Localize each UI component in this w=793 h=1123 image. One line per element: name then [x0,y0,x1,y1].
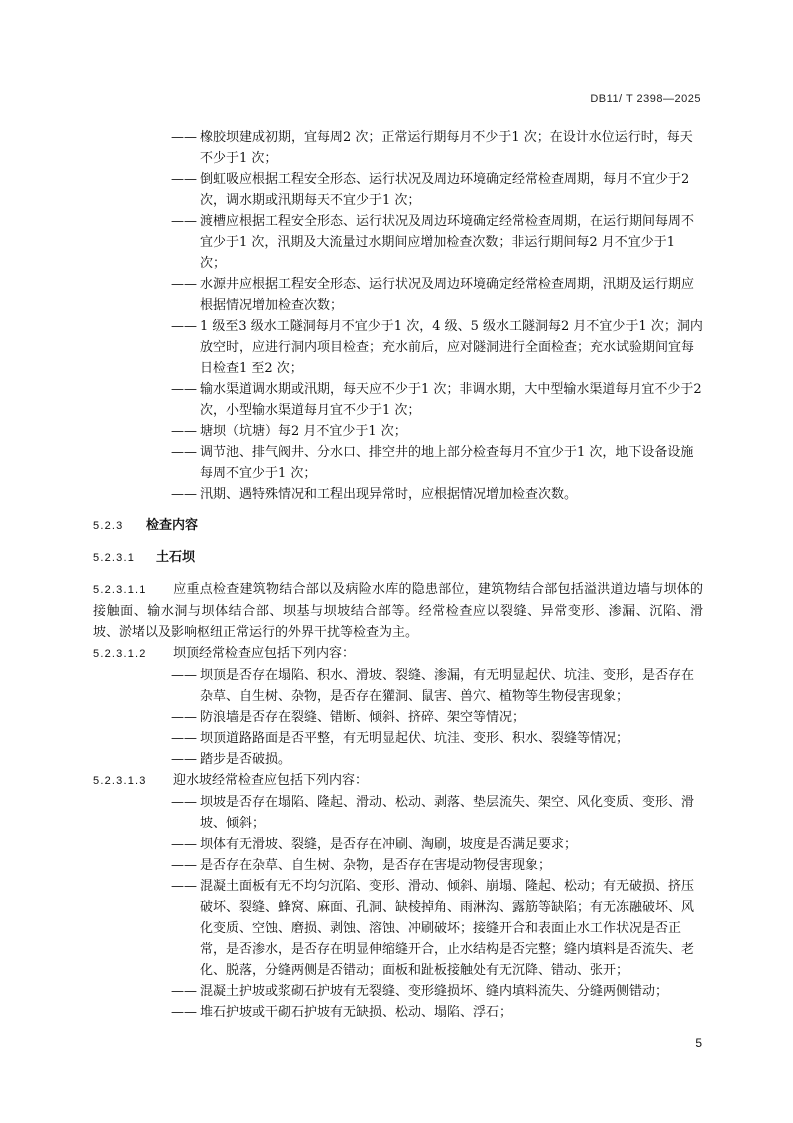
list-item: —— 防浪墙是否存在裂缝、错断、倾斜、挤碎、架空等情况； [93,707,703,728]
list-dash: —— [171,858,197,873]
clause-5-2-3-1-1 [93,579,703,643]
list-dash: —— [171,382,197,397]
list-dash: —— [171,879,197,894]
list-item: —— 调节池、排气阀井、分水口、排空井的地上部分检查每月不宜少于1 次，地下设备设施每周不宜少于1 次； [93,442,703,484]
list-dash: —— [171,668,197,683]
list-dash: —— [171,445,197,460]
clause-text: 应重点检查建筑物结合部以及病险水库的隐患部位，建筑物结合部包括溢洪道边墙与坝体的接触面、输水洞与坝体结合部、坝基与坝坡结合部等。经常检查应以裂缝、异常变形、渗漏、沉陷、滑坡、淤堵以及影响枢纽正常运行的外界干扰等检查为主。 [93,582,703,640]
list-dash: —— [171,1005,197,1020]
list-dash: —— [171,752,197,767]
list-dash: —— [171,837,197,852]
clause-5-2-3-1-3 [93,770,703,792]
list-item: —— 踏步是否破损。 [93,749,703,770]
crest-inspection-list [93,665,703,770]
section-heading-5-2-3-1 [93,547,703,569]
list-item: —— 堆石护坡或干砌石护坡有无缺损、松动、塌陷、浮石； [93,1002,703,1023]
list-item: —— 水源井应根据工程安全形态、运行状况及周边环境确定经常检查周期，汛期及运行期应根据情况增加检查次数； [93,274,703,316]
list-item: —— 坝顶是否存在塌陷、积水、滑坡、裂缝、渗漏，有无明显起伏、坑洼、变形，是否存在杂草、自生树、杂物，是否存在獾洞、鼠害、兽穴、植物等生物侵害现象； [93,665,703,707]
clause-number: 5.2.3.1.2 [93,648,147,660]
clause-5-2-3-1-2 [93,643,703,665]
section-title: 土石坝 [156,550,196,565]
list-dash: —— [171,214,197,229]
section-number: 5.2.3 [93,520,124,532]
list-dash: —— [171,130,197,145]
section-number: 5.2.3.1 [93,552,136,564]
list-item: —— 坝体有无滑坡、裂缝，是否存在冲刷、淘刷，坡度是否满足要求； [93,834,703,855]
list-dash: —— [171,424,197,439]
list-dash: —— [171,710,197,725]
list-dash: —— [171,277,197,292]
list-item: —— 塘坝（坑塘）每2 月不宜少于1 次； [93,421,703,442]
list-dash: —— [171,984,197,999]
list-item: —— 坝坡是否存在塌陷、隆起、滑动、松动、剥落、垫层流失、架空、风化变质、变形、滑坡、倾斜； [93,792,703,834]
section-title: 检查内容 [146,518,199,533]
section-heading-5-2-3 [93,515,703,537]
document-code-header: DB11/ T 2398—2025 [590,93,701,105]
list-item: —— 1 级至3 级水工隧洞每月不宜少于1 次，4 级、5 级水工隧洞每2 月不宜少于1 次；洞内放空时，应进行洞内项目检查；充水前后，应对隧洞进行全面检查；充水试验期间宜每日检查1 至2 次； [93,316,703,379]
list-dash: —— [171,731,197,746]
clause-number: 5.2.3.1.1 [93,584,147,596]
clause-text: 坝顶经常检查应包括下列内容： [173,646,356,661]
list-item: —— 混凝土面板有无不均匀沉陷、变形、滑动、倾斜、崩塌、隆起、松动；有无破损、挤压破坏、裂缝、蜂窝、麻面、孔洞、缺棱掉角、雨淋沟、露筋等缺陷；有无冻融破坏、风化变质、空蚀、磨损、剥蚀、溶蚀、冲刷破坏；接缝开合和表面止水工作状况是否正常，是否渗水，是否存在明显伸缩缝开合，止水结构是否完整；缝内填料是否流失、老化、脱落，分缝两侧是否错动；面板和趾板接触处有无沉降、错动、张开； [93,876,703,981]
list-item: —— 倒虹吸应根据工程安全形态、运行状况及周边环境确定经常检查周期，每月不宜少于2 次，调水期或汛期每天不宜少于1 次； [93,169,703,211]
document-body [93,127,703,1023]
inspection-frequency-list [93,127,703,505]
list-item: —— 坝顶道路路面是否平整，有无明显起伏、坑洼、变形、积水、裂缝等情况； [93,728,703,749]
page-number: 5 [695,1036,702,1050]
upstream-slope-inspection-list [93,792,703,1023]
list-item: —— 汛期、遇特殊情况和工程出现异常时，应根据情况增加检查次数。 [93,484,703,505]
list-item: —— 输水渠道调水期或汛期，每天应不少于1 次；非调水期，大中型输水渠道每月宜不少于2 次，小型输水渠道每月宜不少于1 次； [93,379,703,421]
list-dash: —— [171,319,197,334]
list-item: —— 渡槽应根据工程安全形态、运行状况及周边环境确定经常检查周期，在运行期间每周不宜少于1 次，汛期及大流量过水期间应增加检查次数；非运行期间每2 月不宜少于1 次； [93,211,703,274]
list-item: —— 是否存在杂草、自生树、杂物，是否存在害堤动物侵害现象； [93,855,703,876]
list-dash: —— [171,172,197,187]
clause-number: 5.2.3.1.3 [93,775,147,787]
list-dash: —— [171,487,197,502]
list-dash: —— [171,795,197,810]
list-item: —— 混凝土护坡或浆砌石护坡有无裂缝、变形缝损坏、缝内填料流失、分缝两侧错动； [93,981,703,1002]
clause-text: 迎水坡经常检查应包括下列内容： [173,773,369,788]
list-item: —— 橡胶坝建成初期，宜每周2 次；正常运行期每月不少于1 次；在设计水位运行时，每天不少于1 次； [93,127,703,169]
